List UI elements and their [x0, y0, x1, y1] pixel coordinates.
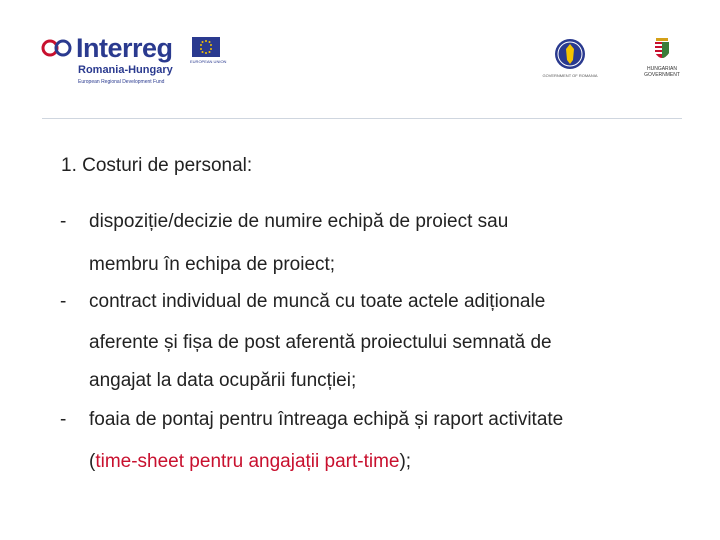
- paren-close: );: [399, 451, 412, 472]
- brand-name: Interreg: [76, 33, 173, 63]
- eu-flag-icon: [192, 37, 220, 57]
- fund-name: European Regional Development Fund: [78, 79, 165, 85]
- bullet-marker: -: [60, 211, 67, 232]
- program-name: Romania-Hungary: [78, 64, 173, 76]
- paren-open: (: [89, 451, 96, 472]
- header: [0, 0, 720, 120]
- hungary-coat-of-arms-icon: [636, 36, 688, 64]
- item-1-line-2: membru în echipa de proiect;: [89, 254, 336, 275]
- interreg-logo: [40, 33, 230, 93]
- hungary-caption-line1: HUNGARIAN: [646, 66, 677, 72]
- interreg-rings-icon: [40, 37, 74, 59]
- bullet-marker: -: [60, 409, 67, 430]
- hungary-government-logo: [636, 36, 688, 82]
- item-2-line-1: contract individual de muncă cu toate actele adiționale: [89, 291, 546, 312]
- item-1-line-1: dispoziție/decizie de numire echipă de proiect sau: [89, 211, 509, 232]
- item-2-line-3: angajat la data ocupării funcției;: [89, 370, 357, 391]
- romania-government-logo: [540, 38, 600, 80]
- item-3-line-2: [89, 451, 411, 473]
- hungary-caption-line2: GOVERNMENT: [644, 72, 680, 78]
- hungary-caption: [636, 66, 688, 78]
- section-heading: 1. Costuri de personal:: [61, 155, 253, 176]
- item-2-line-2: aferente și fișa de post aferentă proiectului semnată de: [89, 332, 552, 353]
- romania-caption: GOVERNMENT OF ROMANIA: [542, 73, 598, 78]
- romania-coat-of-arms-icon: [540, 38, 600, 70]
- item-3-line-1: foaia de pontaj pentru întreaga echipă și raport activitate: [89, 409, 564, 430]
- highlighted-term: time-sheet pentru angajații part-time: [95, 451, 400, 472]
- bullet-marker: -: [60, 291, 67, 312]
- eu-caption: EUROPEAN UNION: [190, 59, 227, 64]
- header-divider: [42, 118, 682, 119]
